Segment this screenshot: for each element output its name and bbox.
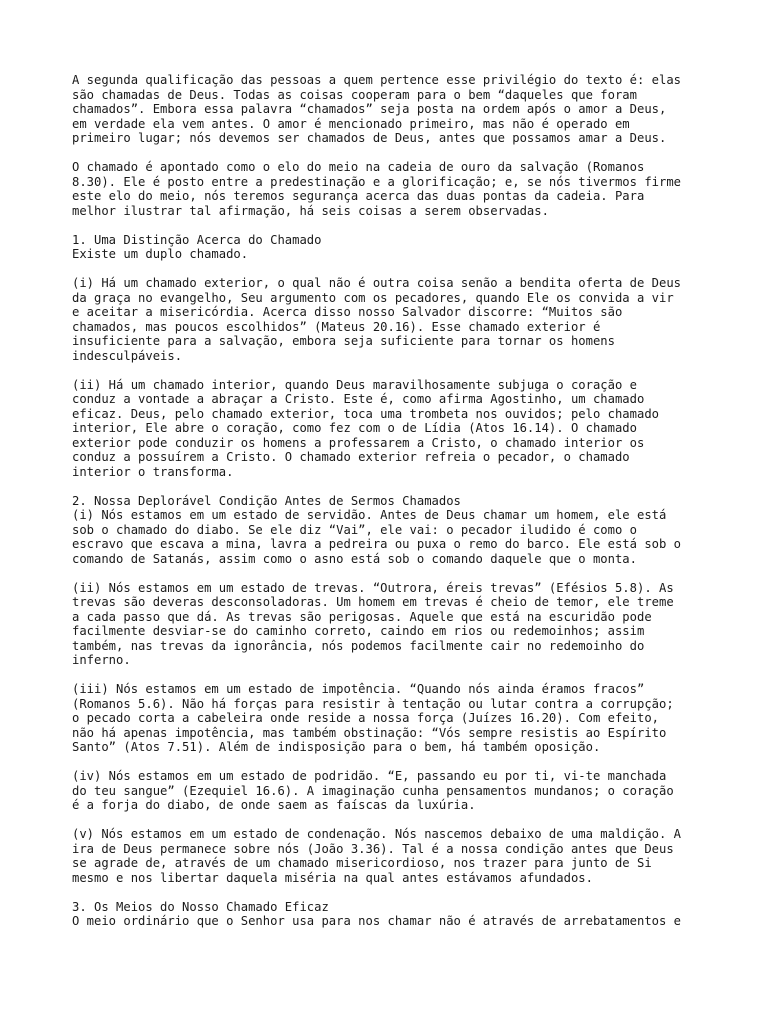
text-line: inferno. — [72, 653, 131, 667]
section-title: 1. Uma Distinção Acerca do Chamado — [72, 232, 322, 247]
text-line: A segunda qualificação das pessoas a quem pertence esse privilégio do texto é: elas — [72, 73, 682, 87]
text-line: (iv) Nós estamos em um estado de podridão. “E, passando eu por ti, vi-te manchada — [72, 769, 667, 783]
text-line: (i) Nós estamos em um estado de servidão. Antes de Deus chamar um homem, ele está — [72, 508, 667, 522]
section-title: 2. Nossa Deplorável Condição Antes de Sermos Chamados — [72, 493, 461, 508]
text-line: (Romanos 5.6). Não há forças para resistir à tentação ou lutar contra a corrupção; — [72, 696, 674, 711]
text-line: exterior pode conduzir os homens a professarem a Cristo, o chamado interior os — [72, 435, 645, 450]
text-line: é a forja do diabo, de onde saem as faíscas da luxúria. — [72, 798, 476, 812]
text-line: (iii) Nós estamos em um estado de impotência. “Quando nós ainda éramos fracos” — [72, 682, 645, 696]
text-line: do teu sangue” (Ezequiel 16.6). A imaginação cunha pensamentos mundanos; o coração — [72, 783, 674, 798]
paragraph-darkness — [72, 581, 712, 668]
section-heading-2 — [72, 494, 712, 567]
paragraph-intro — [72, 73, 712, 146]
text-line: sob o chamado do diabo. Se ele diz “Vai”, ele vai: o pecador iludido é como o — [72, 522, 637, 537]
text-line: da graça no evangelho, Seu argumento com os pecadores, quando Ele os convida a vir — [72, 290, 674, 305]
text-line: melhor ilustrar tal afirmação, há seis coisas a serem observadas. — [72, 203, 549, 218]
text-line: O chamado é apontado como o elo do meio na cadeia de ouro da salvação (Romanos — [72, 160, 645, 174]
text-line: e aceitar a misericórdia. Acerca disso nosso Salvador discorre: “Muitos são — [72, 305, 623, 319]
text-line: interior, Ele abre o coração, como fez com o de Lídia (Atos 16.14). O chamado — [72, 421, 637, 435]
text-line: interior o transforma. — [72, 464, 234, 479]
text-line: chamados”. Embora essa palavra “chamados” seja posta na ordem após o amor a Deus, — [72, 102, 667, 116]
paragraph-condemnation — [72, 827, 712, 885]
text-line: (v) Nós estamos em um estado de condenação. Nós nascemos debaixo de uma maldição. A — [72, 827, 682, 841]
paragraph-chain — [72, 160, 712, 218]
section-heading-1 — [72, 233, 712, 262]
text-line: (ii) Nós estamos em um estado de trevas. “Outrora, éreis trevas” (Efésios 5.8). As — [72, 580, 674, 595]
text-line: Existe um duplo chamado. — [72, 247, 249, 261]
text-line: se agrade de, através de um chamado misericordioso, nos trazer para junto de Si — [72, 856, 652, 870]
text-line: primeiro lugar; nós devemos ser chamados de Deus, antes que possamos amar a Deus. — [72, 131, 667, 145]
text-line: são chamadas de Deus. Todas as coisas cooperam para o bem “daqueles que foram — [72, 87, 637, 102]
text-line: (ii) Há um chamado interior, quando Deus maravilhosamente subjuga o coração e — [72, 377, 637, 392]
text-line: também, nas trevas da ignorância, nós podemos facilmente cair no redemoinho do — [72, 638, 645, 653]
paragraph-external-call — [72, 276, 712, 363]
paragraph-impotence — [72, 682, 712, 755]
paragraph-corruption — [72, 769, 712, 813]
text-line: eficaz. Deus, pelo chamado exterior, toca uma trombeta nos ouvidos; pelo chamado — [72, 406, 659, 421]
text-line: ira de Deus permanece sobre nós (João 3.36). Tal é a nossa condição antes que Deus — [72, 841, 674, 856]
text-line: em verdade ela vem antes. O amor é mencionado primeiro, mas não é operado em — [72, 116, 630, 131]
text-line: conduz a vontade a abraçar a Cristo. Este é, como afirma Agostinho, um chamado — [72, 392, 645, 406]
text-line: insuficiente para a salvação, embora seja suficiente para tornar os homens — [72, 334, 615, 348]
text-line: 8.30). Ele é posto entre a predestinação e a glorificação; e, se nós tivermos firme — [72, 174, 682, 189]
text-line: não há apenas impotência, mas também obstinação: “Vós sempre resistis ao Espírito — [72, 725, 667, 740]
text-line: O meio ordinário que o Senhor usa para nos chamar não é através de arrebatamentos e — [72, 914, 682, 928]
text-line: indesculpáveis. — [72, 348, 183, 363]
text-line: trevas são deveras desconsoladoras. Um homem em trevas é cheio de temor, ele treme — [72, 595, 674, 609]
document-page — [72, 73, 712, 929]
text-line: conduz a possuírem a Cristo. O chamado exterior refreia o pecador, o chamado — [72, 450, 630, 464]
text-line: chamados, mas poucos escolhidos” (Mateus 20.16). Esse chamado exterior é — [72, 319, 601, 334]
text-line: o pecado corta a cabeleira onde reside a nossa força (Juízes 16.20). Com efeito, — [72, 711, 659, 725]
text-line: a cada passo que dá. As trevas são perigosas. Aquele que está na escuridão pode — [72, 609, 652, 624]
paragraph-internal-call — [72, 378, 712, 480]
text-line: comando de Satanás, assim como o asno está sob o comando daquele que o monta. — [72, 551, 637, 566]
section-heading-3 — [72, 900, 712, 929]
text-line: facilmente desviar-se do caminho correto, caindo em rios ou redemoinhos; assim — [72, 624, 645, 638]
text-line: mesmo e nos libertar daquela miséria na qual antes estávamos afundados. — [72, 870, 593, 885]
text-line: este elo do meio, nós teremos segurança acerca das duas pontas da cadeia. Para — [72, 189, 645, 203]
text-line: (i) Há um chamado exterior, o qual não é outra coisa senão a bendita oferta de Deus — [72, 276, 682, 290]
section-title: 3. Os Meios do Nosso Chamado Eficaz — [72, 899, 329, 914]
text-line: Santo” (Atos 7.51). Além de indisposição para o bem, há também oposição. — [72, 740, 601, 754]
text-line: escravo que escava a mina, lavra a pedreira ou puxa o remo do barco. Ele está sob o — [72, 537, 682, 551]
